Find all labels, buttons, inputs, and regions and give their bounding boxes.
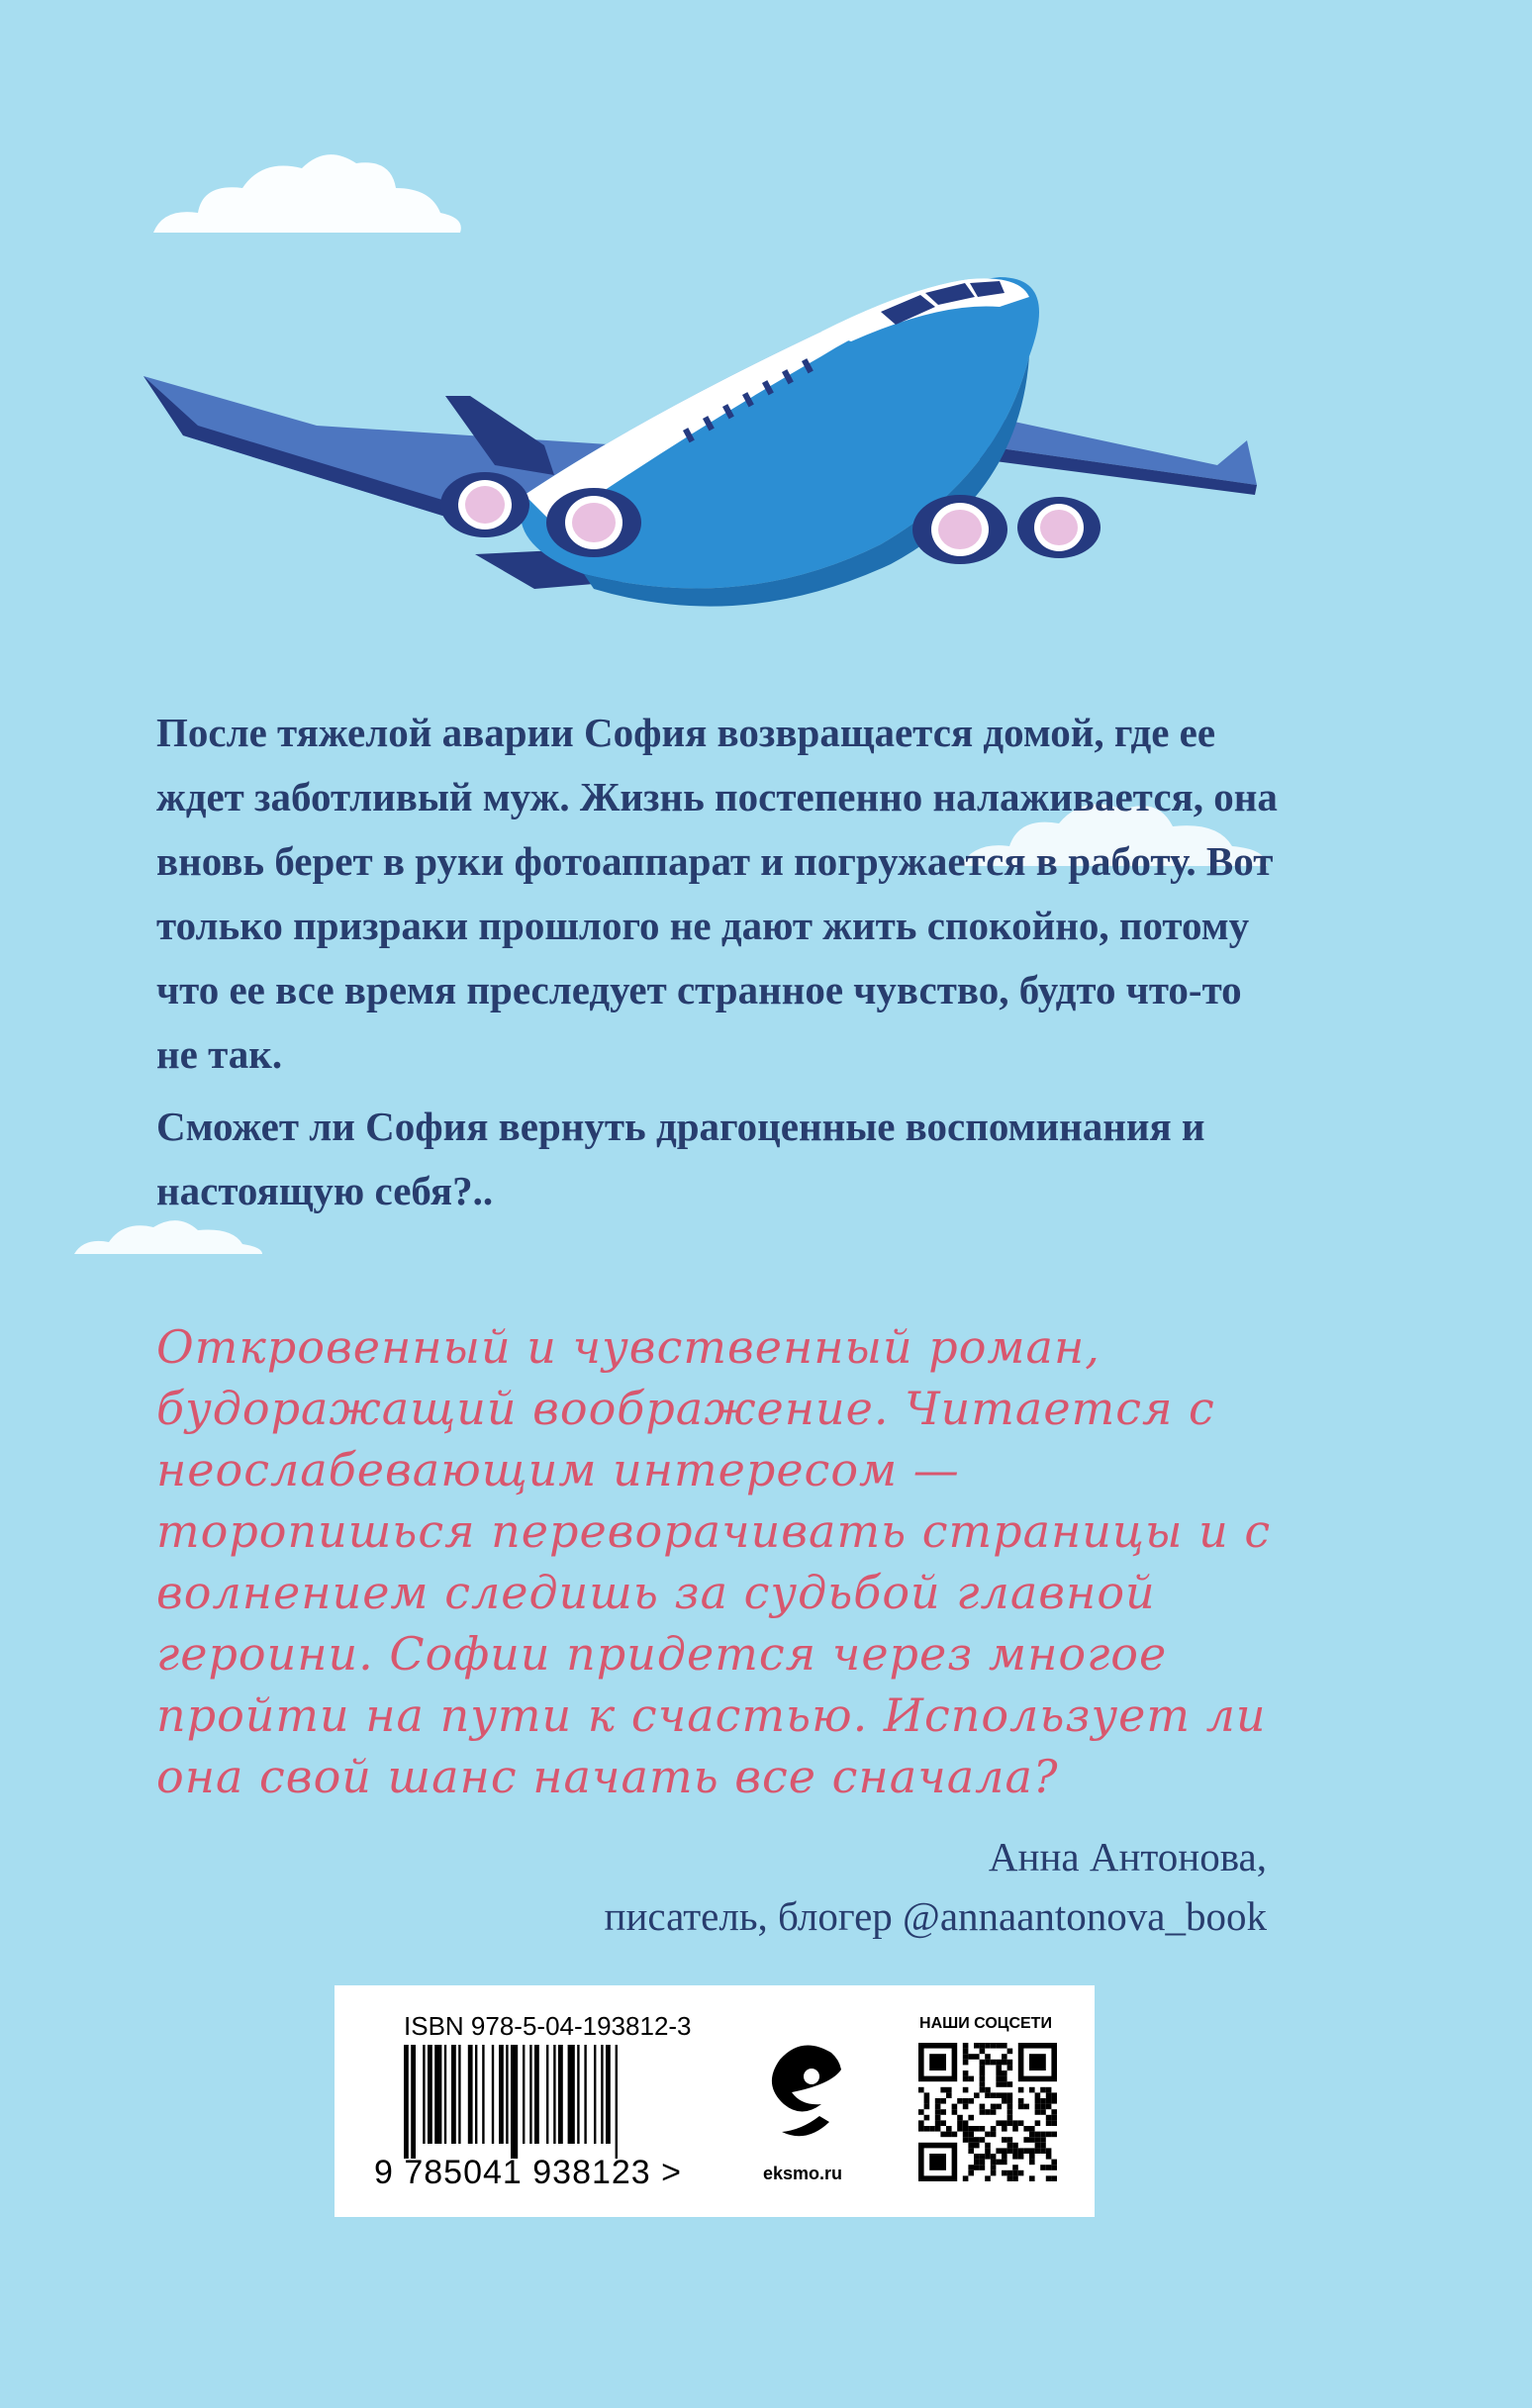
qr-module — [963, 2043, 969, 2049]
qr-module — [1040, 2104, 1046, 2110]
qr-module — [1051, 2109, 1057, 2115]
qr-module — [1046, 2120, 1052, 2126]
qr-module — [980, 2071, 986, 2076]
qr-module — [963, 2132, 969, 2138]
qr-module — [968, 2170, 974, 2176]
qr-module — [1051, 2132, 1057, 2138]
barcode-bar — [511, 2045, 518, 2159]
qr-module — [974, 2143, 980, 2149]
qr-module — [946, 2132, 952, 2138]
qr-module — [929, 2154, 946, 2170]
qr-module — [1040, 2109, 1046, 2115]
qr-module — [1002, 2170, 1007, 2176]
qr-module — [1007, 2170, 1013, 2176]
qr-module — [952, 2109, 958, 2115]
qr-module — [1023, 2148, 1029, 2154]
qr-module — [996, 2060, 1002, 2066]
qr-module — [974, 2126, 980, 2132]
qr-module — [985, 2132, 991, 2138]
qr-module — [1012, 2148, 1018, 2154]
qr-module — [1018, 2120, 1024, 2126]
book-blurb — [156, 701, 1285, 1223]
qr-module — [1018, 2098, 1024, 2104]
qr-module — [980, 2065, 986, 2071]
qr-module — [1040, 2098, 1046, 2104]
eksmo-logo-icon — [762, 2035, 851, 2154]
qr-module — [974, 2154, 980, 2160]
qr-module — [985, 2054, 991, 2060]
barcode-bar — [411, 2045, 416, 2159]
qr-module — [1018, 2148, 1024, 2154]
qr-module — [1002, 2054, 1007, 2060]
qr-module — [1035, 2120, 1041, 2126]
qr-module — [1002, 2060, 1007, 2066]
qr-module — [1007, 2065, 1013, 2071]
qr-module — [991, 2160, 997, 2166]
qr-module — [1035, 2098, 1041, 2104]
qr-module — [991, 2109, 997, 2115]
qr-module — [1046, 2092, 1052, 2098]
qr-module — [1046, 2087, 1052, 2093]
qr-module — [1029, 2148, 1035, 2154]
isbn-barcode — [402, 2045, 699, 2159]
qr-module — [1007, 2137, 1013, 2143]
qr-module — [946, 2092, 952, 2098]
qr-code — [918, 2043, 1057, 2181]
qr-module — [985, 2148, 991, 2154]
qr-module — [1035, 2143, 1041, 2149]
qr-module — [940, 2098, 946, 2104]
qr-module — [940, 2120, 946, 2126]
qr-module — [1012, 2175, 1018, 2181]
qr-module — [1002, 2092, 1007, 2098]
qr-module — [974, 2043, 980, 2049]
qr-module — [952, 2104, 958, 2110]
qr-module — [1029, 2054, 1046, 2071]
review-quote: Откровенный и чувственный роман, будоражащий воображение. Читается с неослабевающим интересом — торопишься переворачивать страницы и с волнением следишь за судьбой главной героини. Софии придется через многое пройти на пути к счастью. Использует ли она свой шанс начать все сначала? — [156, 1320, 1272, 1803]
qr-module — [1035, 2148, 1041, 2154]
qr-module — [940, 2087, 946, 2093]
isbn-label: ISBN 978-5-04-193812-3 — [404, 2011, 692, 2041]
qr-module — [1012, 2120, 1018, 2126]
barcode-panel — [335, 1985, 1095, 2217]
qr-module — [1018, 2104, 1024, 2110]
qr-module — [963, 2126, 969, 2132]
qr-module — [1040, 2165, 1046, 2170]
barcode-bar — [568, 2045, 575, 2144]
barcode-bar — [558, 2045, 563, 2144]
qr-module — [924, 2092, 930, 2098]
barcode-bar — [423, 2045, 425, 2144]
qr-module — [946, 2087, 952, 2093]
barcode-bar — [534, 2045, 539, 2144]
qr-module — [991, 2126, 997, 2132]
qr-module — [980, 2060, 986, 2066]
qr-module — [957, 2098, 963, 2104]
barcode-bar — [482, 2045, 484, 2144]
barcode-bar — [492, 2045, 494, 2144]
qr-module — [1002, 2081, 1007, 2087]
qr-module — [1029, 2126, 1035, 2132]
qr-module — [1002, 2154, 1007, 2160]
qr-module — [991, 2165, 997, 2170]
qr-module — [1051, 2092, 1057, 2098]
qr-module — [924, 2126, 930, 2132]
qr-module — [974, 2160, 980, 2166]
qr-module — [963, 2071, 969, 2076]
barcode-bar — [475, 2045, 477, 2144]
qr-module — [974, 2054, 980, 2060]
barcode-bar — [523, 2045, 525, 2144]
qr-module — [980, 2049, 986, 2055]
qr-module — [985, 2092, 991, 2098]
qr-module — [1023, 2137, 1029, 2143]
qr-module — [963, 2076, 969, 2082]
qr-module — [985, 2154, 991, 2160]
qr-module — [963, 2175, 969, 2181]
qr-module — [996, 2081, 1002, 2087]
qr-module — [918, 2126, 924, 2132]
qr-module — [1007, 2049, 1013, 2055]
qr-module — [1046, 2104, 1052, 2110]
barcode-bar — [434, 2045, 441, 2144]
qr-module — [996, 2104, 1002, 2110]
qr-module — [935, 2104, 941, 2110]
qr-module — [1046, 2175, 1052, 2181]
qr-module — [1002, 2071, 1007, 2076]
qr-module — [974, 2137, 980, 2143]
barcode-bar — [451, 2045, 456, 2144]
author-role: писатель, блогер @annaantonova_book — [604, 1893, 1267, 1939]
qr-module — [985, 2043, 991, 2049]
qr-module — [1046, 2132, 1052, 2138]
qr-module — [1051, 2175, 1057, 2181]
qr-module — [1035, 2137, 1041, 2143]
qr-module — [1007, 2081, 1013, 2087]
qr-module — [996, 2120, 1002, 2126]
qr-module — [974, 2165, 980, 2170]
qr-module — [985, 2175, 991, 2181]
qr-module — [1046, 2148, 1052, 2154]
qr-module — [985, 2109, 991, 2115]
barcode-bar — [616, 2045, 618, 2159]
qr-module — [985, 2060, 991, 2066]
blurb-paragraph-1: После тяжелой аварии София возвращается домой, где ее ждет заботливый муж. Жизнь постепенно налаживается, она вновь берет в руки фотоаппарат и погружается в работу. Вот только призраки прошлого не дают жить спокойно, потому что ее все время преследует странное чувство, будто что-то не так. — [156, 710, 1278, 1077]
qr-module — [1029, 2087, 1035, 2093]
qr-module — [1007, 2115, 1013, 2121]
qr-module — [1046, 2098, 1052, 2104]
qr-module — [996, 2065, 1002, 2071]
qr-module — [996, 2043, 1002, 2049]
qr-module — [980, 2109, 986, 2115]
qr-module — [985, 2143, 991, 2149]
qr-module — [963, 2060, 969, 2066]
qr-module — [1029, 2154, 1035, 2160]
qr-module — [963, 2098, 969, 2104]
qr-module — [968, 2054, 974, 2060]
qr-module — [1002, 2120, 1007, 2126]
qr-module — [1051, 2120, 1057, 2126]
qr-module — [980, 2165, 986, 2170]
barcode-bar — [584, 2045, 586, 2144]
qr-module — [1051, 2115, 1057, 2121]
qr-module — [1040, 2143, 1046, 2149]
qr-module — [963, 2120, 969, 2126]
qr-module — [1035, 2092, 1041, 2098]
qr-module — [1007, 2098, 1013, 2104]
qr-module — [980, 2087, 986, 2093]
qr-module — [991, 2092, 997, 2098]
qr-module — [1035, 2132, 1041, 2138]
qr-module — [1029, 2160, 1035, 2166]
qr-module — [1040, 2087, 1046, 2093]
qr-module — [963, 2087, 969, 2093]
qr-module — [1040, 2148, 1046, 2154]
qr-module — [1023, 2126, 1029, 2132]
qr-module — [991, 2104, 997, 2110]
qr-module — [991, 2043, 997, 2049]
qr-module — [1018, 2087, 1024, 2093]
qr-module — [980, 2154, 986, 2160]
barcode-bar — [577, 2045, 579, 2144]
qr-module — [1012, 2143, 1018, 2149]
qr-module — [1046, 2115, 1052, 2121]
qr-module — [996, 2076, 1002, 2082]
qr-module — [1018, 2170, 1024, 2176]
barcode-bar — [458, 2045, 460, 2144]
qr-module — [929, 2126, 935, 2132]
qr-module — [1002, 2098, 1007, 2104]
qr-module — [935, 2109, 941, 2115]
qr-module — [968, 2132, 974, 2138]
qr-module — [924, 2098, 930, 2104]
qr-module — [957, 2115, 963, 2121]
qr-module — [968, 2098, 974, 2104]
qr-module — [1035, 2109, 1041, 2115]
qr-module — [1012, 2154, 1018, 2160]
qr-module — [918, 2120, 924, 2126]
barcode-bar — [444, 2045, 446, 2144]
qr-module — [1029, 2132, 1035, 2138]
qr-module — [996, 2071, 1002, 2076]
qr-module — [1023, 2104, 1029, 2110]
qr-module — [1035, 2104, 1041, 2110]
qr-module — [1051, 2160, 1057, 2166]
qr-module — [957, 2120, 963, 2126]
qr-module — [918, 2087, 924, 2093]
qr-module — [1002, 2043, 1007, 2049]
qr-module — [963, 2054, 969, 2060]
blurb-paragraph-2: Сможет ли София вернуть драгоценные воспоминания и настоящую себя?.. — [156, 1104, 1205, 1213]
qr-module — [1046, 2154, 1052, 2160]
qr-module — [980, 2104, 986, 2110]
barcode-bar — [546, 2045, 548, 2144]
barcode-bar — [428, 2045, 432, 2144]
qr-module — [1007, 2109, 1013, 2115]
qr-module — [991, 2170, 997, 2176]
qr-module — [991, 2132, 997, 2138]
barcode-bar — [506, 2045, 508, 2144]
barcode-bar — [606, 2045, 611, 2144]
qr-module — [940, 2132, 946, 2138]
qr-module — [924, 2104, 930, 2110]
barcode-bar — [553, 2045, 555, 2144]
cloud-top — [144, 139, 470, 247]
qr-module — [968, 2165, 974, 2170]
qr-module — [991, 2154, 997, 2160]
qr-module — [1012, 2165, 1018, 2170]
barcode-bar — [499, 2045, 504, 2144]
qr-module — [1007, 2092, 1013, 2098]
qr-module — [968, 2143, 974, 2149]
qr-module — [1007, 2143, 1013, 2149]
qr-module — [980, 2081, 986, 2087]
qr-module — [929, 2054, 946, 2071]
qr-module — [935, 2120, 941, 2126]
qr-module — [1007, 2120, 1013, 2126]
qr-module — [968, 2148, 974, 2154]
qr-module — [1018, 2154, 1024, 2160]
qr-module — [935, 2126, 941, 2132]
qr-module — [1007, 2175, 1013, 2181]
qr-module — [1012, 2170, 1018, 2176]
qr-module — [968, 2126, 974, 2132]
qr-module — [940, 2109, 946, 2115]
qr-module — [985, 2087, 991, 2093]
qr-module — [924, 2115, 930, 2121]
ean-digits: 9 785041 938123 > — [374, 2154, 683, 2191]
barcode-bar — [529, 2045, 531, 2144]
qr-module — [1002, 2148, 1007, 2154]
qr-module — [1002, 2126, 1007, 2132]
qr-module — [918, 2109, 924, 2115]
qr-module — [1040, 2137, 1046, 2143]
qr-module — [1029, 2175, 1035, 2181]
qr-module — [968, 2115, 974, 2121]
qr-module — [963, 2049, 969, 2055]
qr-module — [980, 2160, 986, 2166]
qr-module — [1012, 2126, 1018, 2132]
qr-module — [1002, 2076, 1007, 2082]
barcode-bar — [468, 2045, 473, 2144]
airplane-illustration — [129, 247, 1277, 663]
barcode-bar — [404, 2045, 409, 2159]
qr-module — [996, 2160, 1002, 2166]
qr-module — [946, 2126, 952, 2132]
qr-module — [935, 2115, 941, 2121]
qr-module — [952, 2132, 958, 2138]
author-name: Анна Антонова, — [988, 1834, 1267, 1879]
qr-module — [1002, 2137, 1007, 2143]
qr-module — [963, 2137, 969, 2143]
qr-caption: НАШИ СОЦСЕТИ — [919, 2015, 1052, 2032]
qr-module — [996, 2148, 1002, 2154]
qr-module — [1007, 2148, 1013, 2154]
qr-module — [968, 2076, 974, 2082]
qr-module — [935, 2098, 941, 2104]
qr-module — [968, 2137, 974, 2143]
barcode-bar — [594, 2045, 596, 2144]
qr-module — [963, 2104, 969, 2110]
qr-module — [974, 2092, 980, 2098]
qr-module — [980, 2137, 986, 2143]
qr-module — [980, 2076, 986, 2082]
qr-module — [1007, 2104, 1013, 2110]
quote-attribution — [605, 1827, 1267, 1946]
qr-module — [1002, 2160, 1007, 2166]
barcode-bar — [601, 2045, 603, 2144]
qr-module — [1040, 2132, 1046, 2138]
qr-module — [1029, 2137, 1035, 2143]
qr-module — [996, 2092, 1002, 2098]
qr-module — [957, 2126, 963, 2132]
qr-module — [980, 2126, 986, 2132]
qr-module — [1051, 2098, 1057, 2104]
qr-module — [1051, 2165, 1057, 2170]
qr-module — [980, 2043, 986, 2049]
publisher-site: eksmo.ru — [762, 2164, 843, 2183]
qr-module — [1007, 2060, 1013, 2066]
qr-module — [991, 2060, 997, 2066]
qr-module — [1046, 2165, 1052, 2170]
